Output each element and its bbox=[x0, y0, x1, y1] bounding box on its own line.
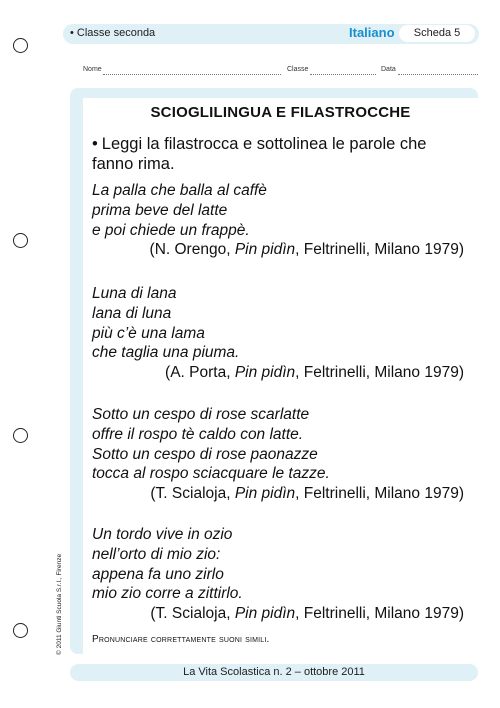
subject-label: Italiano bbox=[349, 25, 395, 40]
poem-line: mio zio corre a zittirlo. bbox=[92, 585, 243, 603]
poem-line: Luna di lana bbox=[92, 285, 177, 302]
binder-hole-icon bbox=[13, 38, 28, 53]
poem-line: lana di luna bbox=[92, 304, 172, 322]
instruction-text: Leggi la filastrocca e sottolinea le parole che fanno rima. bbox=[92, 135, 427, 173]
binder-hole-icon bbox=[13, 428, 28, 443]
binder-hole-icon bbox=[13, 623, 28, 638]
class-label: • Classe seconda bbox=[70, 27, 156, 39]
poem-line: Un tordo vive in ozio bbox=[92, 526, 233, 543]
poem-line: più c’è una lama bbox=[92, 324, 205, 342]
classe-label: Classe bbox=[287, 66, 309, 73]
data-field[interactable] bbox=[398, 74, 478, 75]
poem-line: che taglia una piuma. bbox=[92, 344, 240, 362]
data-label: Data bbox=[381, 66, 396, 73]
poem-line: e poi chiede un frappè. bbox=[92, 221, 250, 239]
classe-field[interactable] bbox=[310, 74, 376, 75]
sheet-badge: Scheda 5 bbox=[399, 25, 475, 42]
poem-line: tocca al rospo sciacquare le tazze. bbox=[92, 465, 330, 483]
poem-block bbox=[92, 405, 477, 504]
footer-bar: La Vita Scolastica n. 2 – ottobre 2011 bbox=[70, 664, 478, 681]
binder-hole-icon bbox=[13, 233, 28, 248]
poem-citation: (A. Porta, Pin pidìn, Feltrinelli, Milano 1979) bbox=[165, 364, 464, 382]
bullet-icon: • bbox=[92, 135, 98, 153]
poem-citation: (N. Orengo, Pin pidìn, Feltrinelli, Milano 1979) bbox=[149, 241, 464, 259]
poem-line: Sotto un cespo di rose scarlatte bbox=[92, 406, 310, 423]
nome-field[interactable] bbox=[103, 74, 281, 75]
nome-label: Nome bbox=[83, 66, 102, 73]
poem-line: appena fa uno zirlo bbox=[92, 565, 224, 583]
poem-citation: (T. Scialoja, Pin pidìn, Feltrinelli, Milano 1979) bbox=[150, 485, 464, 503]
pronunciation-note: Pronunciare correttamente suoni simili. bbox=[92, 634, 270, 645]
poem-block bbox=[92, 284, 477, 383]
poem-block bbox=[92, 181, 477, 260]
poem-line: Sotto un cespo di rose paonazze bbox=[92, 445, 318, 463]
poem-line: nell’orto di mio zio: bbox=[92, 545, 221, 563]
instruction bbox=[92, 134, 472, 174]
poem-citation: (T. Scialoja, Pin pidìn, Feltrinelli, Milano 1979) bbox=[150, 605, 464, 623]
poem-line: offre il rospo tè caldo con latte. bbox=[92, 425, 304, 443]
copyright-notice: © 2011 Giunti Scuola S.r.l., Firenze bbox=[56, 553, 63, 655]
poem-block bbox=[92, 525, 477, 624]
poem-line: La palla che balla al caffè bbox=[92, 182, 267, 199]
page-title: SCIOGLILINGUA E FILASTROCCHE bbox=[150, 104, 411, 121]
poem-line: prima beve del latte bbox=[92, 201, 228, 219]
